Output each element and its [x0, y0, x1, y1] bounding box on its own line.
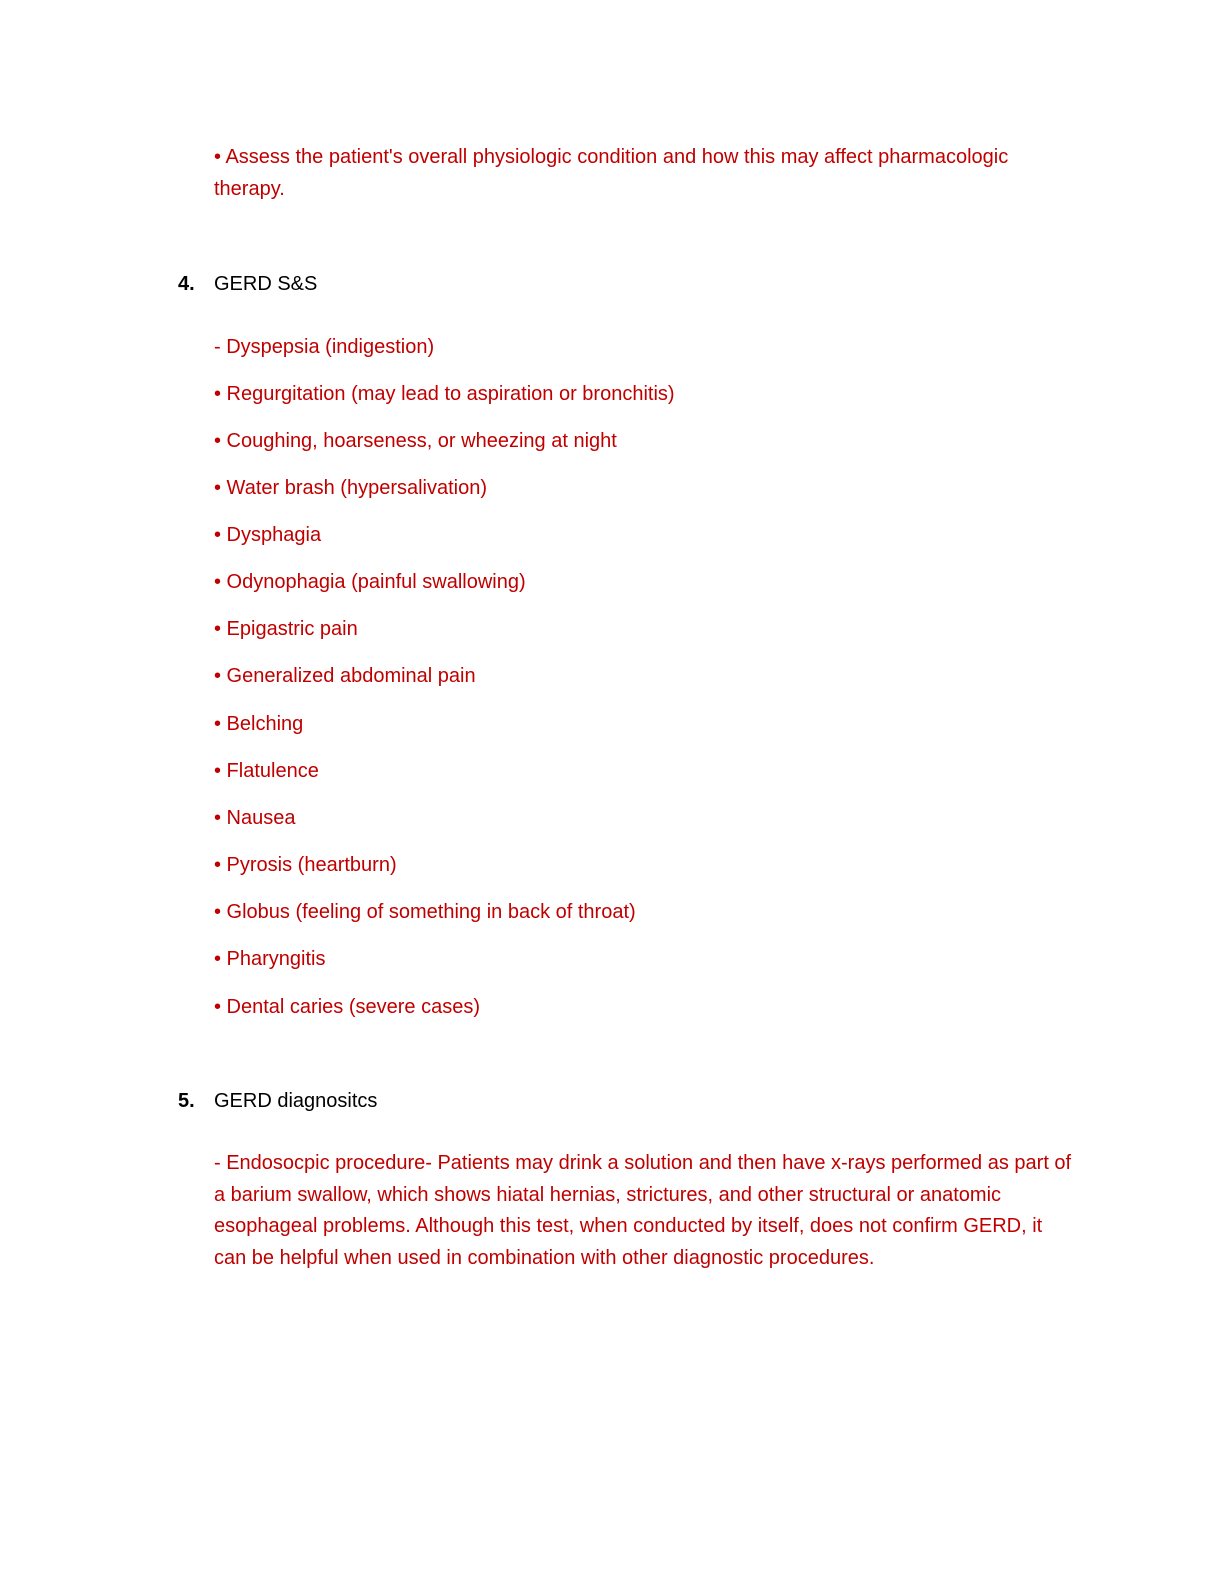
section-4-number: 4. [178, 273, 195, 295]
list-item: • Globus (feeling of something in back of throat) [214, 901, 636, 923]
list-item: • Water brash (hypersalivation) [214, 477, 488, 499]
list-item: • Pharyngitis [214, 948, 326, 970]
list-item: • Generalized abdominal pain [214, 665, 476, 687]
section-5-title: GERD diagnositcs [214, 1090, 378, 1112]
section-4-title: GERD S&S [214, 273, 318, 295]
list-item: • Coughing, hoarseness, or wheezing at night [214, 430, 617, 452]
list-item: • Regurgitation (may lead to aspiration or bronchitis) [214, 383, 675, 405]
list-item: • Odynophagia (painful swallowing) [214, 571, 526, 593]
list-item: • Belching [214, 713, 304, 735]
list-item: • Pyrosis (heartburn) [214, 854, 397, 876]
list-item: • Nausea [214, 807, 296, 829]
list-item: • Dental caries (severe cases) [214, 996, 480, 1018]
list-item: • Dysphagia [214, 524, 322, 546]
section-5-paragraph: - Endosocpic procedure- Patients may drink a solution and then have x-rays performed as part of a barium swallow, which shows hiatal hernias, strictures, and other structural or anatomic esophageal problems. Although this test, when conducted by itself, does not confirm GERD, it can be helpful when used in combination with other diagnostic procedures. [214, 1152, 1072, 1269]
intro-paragraph: • Assess the patient's overall physiologic condition and how this may affect pharmacologic therapy. [214, 146, 1009, 200]
list-item: • Epigastric pain [214, 618, 358, 640]
section-5-number: 5. [178, 1090, 195, 1112]
list-item: • Flatulence [214, 760, 319, 782]
list-item: - Dyspepsia (indigestion) [214, 336, 435, 358]
